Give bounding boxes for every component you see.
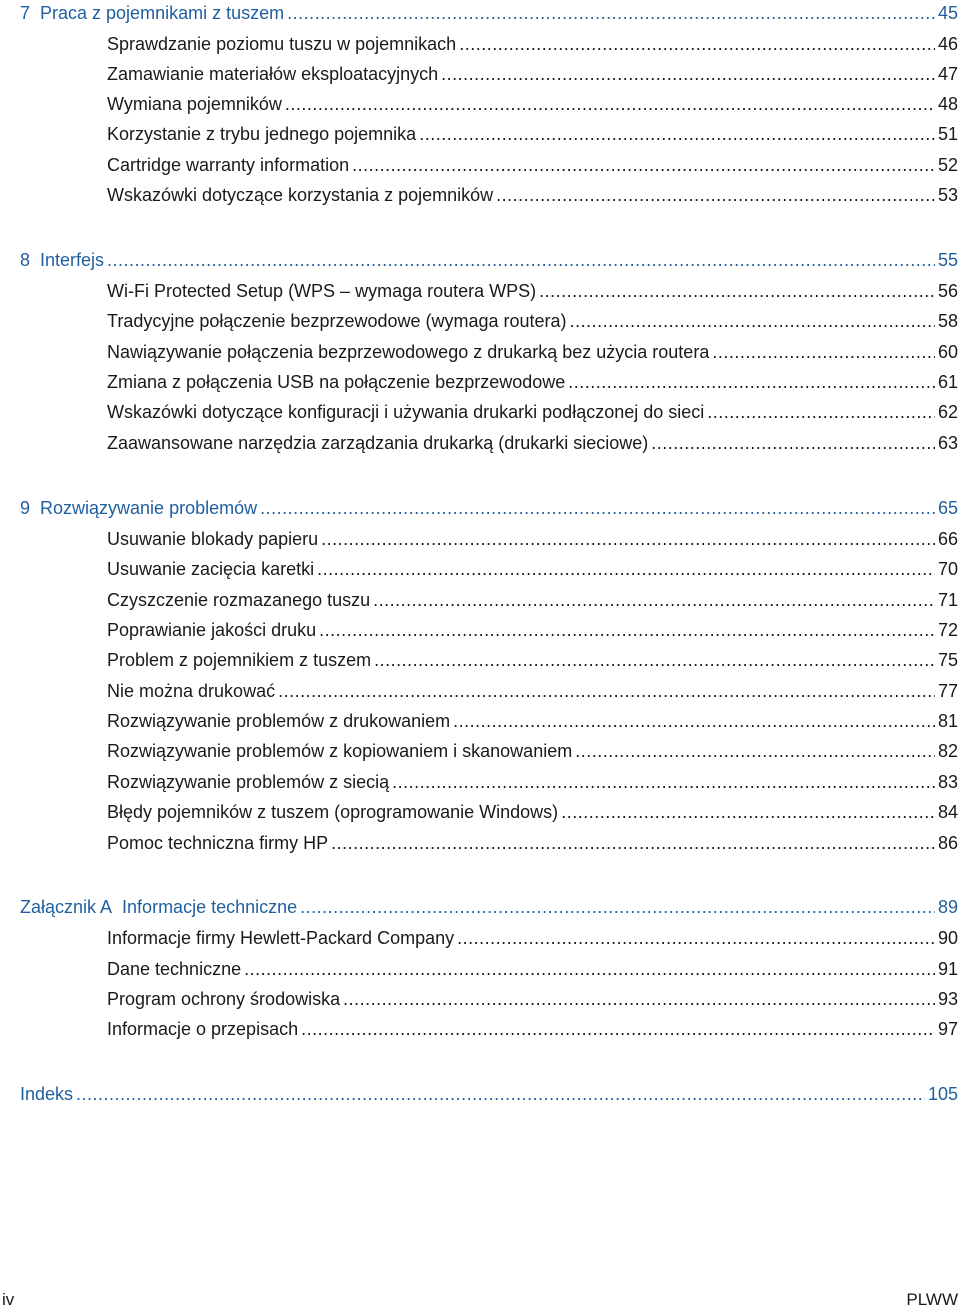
toc-chapter[interactable] [20, 0, 958, 26]
toc-dot-leader [539, 278, 935, 304]
toc-title: Cartridge warranty information [107, 155, 350, 175]
toc-chapter[interactable] [20, 247, 958, 273]
toc-page-number: 58 [937, 311, 958, 331]
toc-dot-leader [321, 526, 935, 552]
toc-title: Rozwiązywanie problemów z kopiowaniem i skanowaniem [107, 741, 573, 761]
toc-page-number: 82 [937, 741, 958, 761]
toc-entry[interactable] [107, 830, 958, 856]
toc-dot-leader [392, 769, 935, 795]
toc-page-number: 47 [937, 64, 958, 84]
toc-page-number: 45 [937, 3, 958, 23]
toc-dot-leader [331, 830, 935, 856]
toc-page-number: 97 [937, 1019, 958, 1039]
toc-page-number: 91 [937, 959, 958, 979]
toc-title: Problem z pojemnikiem z tuszem [107, 650, 372, 670]
toc-page-number: 105 [927, 1084, 958, 1104]
toc-page-number: 56 [937, 281, 958, 301]
toc-title: Korzystanie z trybu jednego pojemnika [107, 124, 417, 144]
toc-title: Informacje firmy Hewlett-Packard Company [107, 928, 455, 948]
toc-dot-leader [287, 0, 935, 26]
toc-dot-leader [278, 678, 935, 704]
toc-title: Rozwiązywanie problemów [40, 498, 258, 518]
toc-page-number: 53 [937, 185, 958, 205]
toc-entry[interactable] [107, 587, 958, 613]
toc-title: Nawiązywanie połączenia bezprzewodowego z drukarką bez użycia routera [107, 342, 710, 362]
toc-entry[interactable] [107, 121, 958, 147]
toc-entry[interactable] [107, 1016, 958, 1042]
toc-title: Pomoc techniczna firmy HP [107, 833, 329, 853]
toc-page-number: 72 [937, 620, 958, 640]
toc-entry[interactable] [107, 91, 958, 117]
locale-code: PLWW [906, 1290, 958, 1309]
toc-chapter-number: 9 [20, 498, 31, 518]
toc-dot-leader [343, 986, 935, 1012]
toc-page-number: 63 [937, 433, 958, 453]
toc-dot-leader [496, 182, 935, 208]
toc-chapter-number: 7 [20, 3, 31, 23]
toc-dot-leader [707, 399, 935, 425]
toc-dot-leader [373, 587, 935, 613]
toc-entry[interactable] [107, 986, 958, 1012]
toc-dot-leader [107, 247, 935, 273]
toc-page-number: 61 [937, 372, 958, 392]
toc-page-number: 84 [937, 802, 958, 822]
toc-title: Tradycyjne połączenie bezprzewodowe (wymaga routera) [107, 311, 567, 331]
toc-entry[interactable] [107, 369, 958, 395]
toc-title: Sprawdzanie poziomu tuszu w pojemnikach [107, 34, 457, 54]
toc-page-number: 77 [937, 681, 958, 701]
toc-title: Rozwiązywanie problemów z drukowaniem [107, 711, 451, 731]
toc-page-number: 81 [937, 711, 958, 731]
toc-entry[interactable] [107, 526, 958, 552]
toc-entry[interactable] [107, 799, 958, 825]
toc-entry[interactable] [107, 647, 958, 673]
toc-title: Informacje o przepisach [107, 1019, 299, 1039]
toc-dot-leader [459, 31, 935, 57]
toc-dot-leader [568, 369, 935, 395]
toc-entry[interactable] [107, 152, 958, 178]
toc-page-number: 48 [937, 94, 958, 114]
toc-title: Usuwanie zacięcia karetki [107, 559, 315, 579]
toc-chapter-number: Załącznik A [20, 897, 113, 917]
toc-entry[interactable] [107, 339, 958, 365]
toc-page-number: 75 [937, 650, 958, 670]
toc-title: Interfejs [40, 250, 105, 270]
toc-page-number: 55 [937, 250, 958, 270]
toc-dot-leader [260, 495, 935, 521]
toc-dot-leader [76, 1081, 925, 1107]
toc-dot-leader [317, 556, 935, 582]
toc-entry[interactable] [107, 399, 958, 425]
toc-page-number: 60 [937, 342, 958, 362]
toc-entry[interactable] [107, 556, 958, 582]
toc-dot-leader [300, 894, 935, 920]
page-footer [0, 1290, 960, 1310]
toc-dot-leader [419, 121, 935, 147]
toc-title: Zmiana z połączenia USB na połączenie bezprzewodowe [107, 372, 566, 392]
toc-entry[interactable] [107, 708, 958, 734]
toc-title: Wskazówki dotyczące korzystania z pojemników [107, 185, 494, 205]
toc-title: Wymiana pojemników [107, 94, 282, 114]
toc-entry[interactable] [107, 308, 958, 334]
toc-page-number: 71 [937, 590, 958, 610]
toc-page-number: 51 [937, 124, 958, 144]
toc-page-number: 70 [937, 559, 958, 579]
toc-entry[interactable] [107, 617, 958, 643]
toc-chapter-number: 8 [20, 250, 31, 270]
toc-chapter[interactable] [20, 495, 958, 521]
toc-entry[interactable] [107, 31, 958, 57]
toc-title: Nie można drukować [107, 681, 276, 701]
toc-page-number: 66 [937, 529, 958, 549]
page-number: iv [2, 1290, 15, 1309]
toc-title: Rozwiązywanie problemów z siecią [107, 772, 390, 792]
toc-page-number: 46 [937, 34, 958, 54]
toc-entry[interactable] [107, 430, 958, 456]
toc-chapter[interactable] [20, 1081, 958, 1107]
toc-dot-leader [244, 956, 935, 982]
toc-title: Czyszczenie rozmazanego tuszu [107, 590, 371, 610]
toc-title: Zamawianie materiałów eksploatacyjnych [107, 64, 439, 84]
toc-page-number: 65 [937, 498, 958, 518]
toc-title: Wskazówki dotyczące konfiguracji i używania drukarki podłączonej do sieci [107, 402, 705, 422]
toc-page-number: 86 [937, 833, 958, 853]
toc-page-number: 52 [937, 155, 958, 175]
toc-dot-leader [374, 647, 935, 673]
toc-dot-leader [575, 738, 935, 764]
toc-entry[interactable] [107, 956, 958, 982]
toc-dot-leader [561, 799, 935, 825]
toc-entry[interactable] [107, 61, 958, 87]
toc-title: Dane techniczne [107, 959, 242, 979]
toc-dot-leader [441, 61, 935, 87]
toc-page-number: 93 [937, 989, 958, 1009]
toc-entry[interactable] [107, 769, 958, 795]
toc-entry[interactable] [107, 278, 958, 304]
toc-page-number: 83 [937, 772, 958, 792]
toc-dot-leader [651, 430, 935, 456]
toc-dot-leader [319, 617, 935, 643]
toc-dot-leader [285, 91, 935, 117]
toc-entry[interactable] [107, 678, 958, 704]
toc-dot-leader [570, 308, 935, 334]
toc-entry[interactable] [107, 738, 958, 764]
toc-title: Poprawianie jakości druku [107, 620, 317, 640]
toc-entry[interactable] [107, 925, 958, 951]
toc-title: Praca z pojemnikami z tuszem [40, 3, 285, 23]
toc-page-number: 62 [937, 402, 958, 422]
toc-dot-leader [352, 152, 935, 178]
toc-page-number: 89 [937, 897, 958, 917]
toc-entry[interactable] [107, 182, 958, 208]
toc-title: Indeks [20, 1084, 74, 1104]
toc-title: Informacje techniczne [122, 897, 298, 917]
toc-title: Wi-Fi Protected Setup (WPS – wymaga routera WPS) [107, 281, 537, 301]
toc-title: Zaawansowane narzędzia zarządzania drukarką (drukarki sieciowe) [107, 433, 649, 453]
toc-title: Usuwanie blokady papieru [107, 529, 319, 549]
toc-dot-leader [453, 708, 935, 734]
toc-dot-leader [301, 1016, 935, 1042]
toc-dot-leader [457, 925, 935, 951]
toc-title: Błędy pojemników z tuszem (oprogramowanie Windows) [107, 802, 559, 822]
toc-dot-leader [712, 339, 935, 365]
toc-page-number: 90 [937, 928, 958, 948]
toc-chapter[interactable] [20, 894, 958, 920]
toc-title: Program ochrony środowiska [107, 989, 341, 1009]
